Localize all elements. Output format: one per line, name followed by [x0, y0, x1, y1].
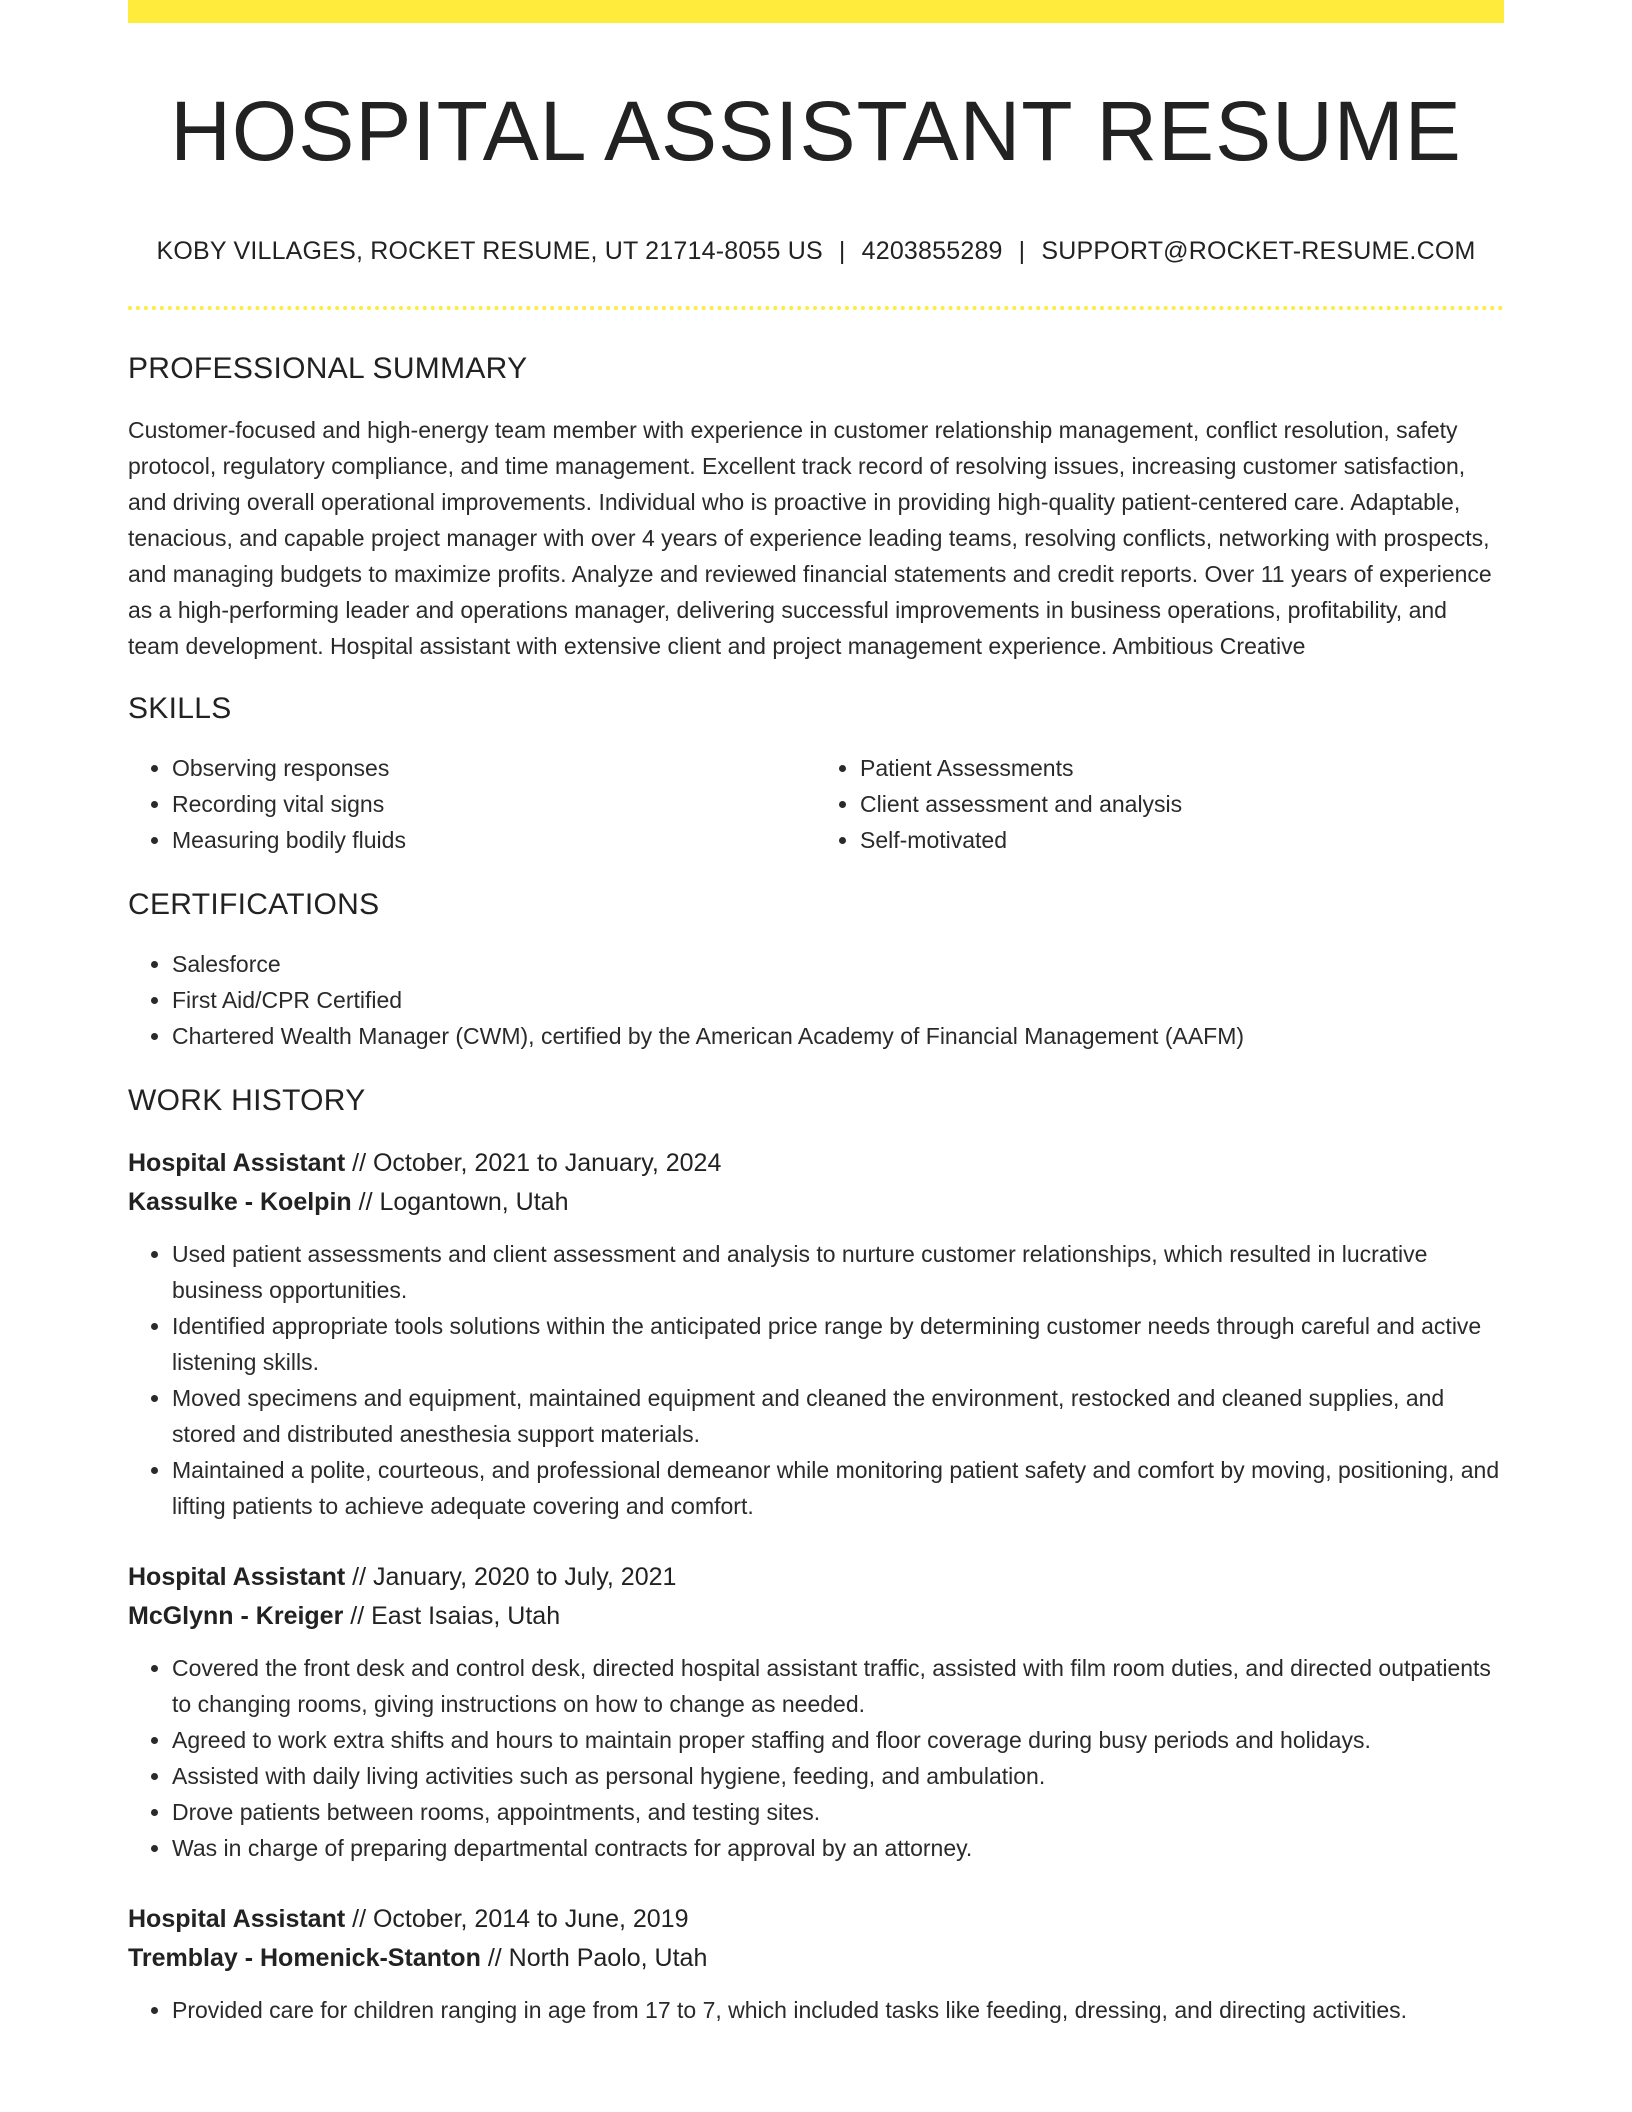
- job-title-line: [128, 1558, 1504, 1597]
- job-title: Hospital Assistant: [128, 1149, 346, 1178]
- accent-top-bar: [128, 0, 1504, 23]
- job-bullet: • Covered the front desk and control desk, directed hospital assistant traffic, assisted with film room duties, and directed outpatients to changing rooms, giving instructions on how to change as needed.: [172, 1650, 1504, 1722]
- job-dates: // January, 2020 to July, 2021: [352, 1563, 677, 1592]
- job-bullet: • Assisted with daily living activities such as personal hygiene, feeding, and ambulation.: [172, 1758, 1504, 1794]
- job-bullet: • Drove patients between rooms, appointments, and testing sites.: [172, 1794, 1504, 1830]
- job-dates: // October, 2014 to June, 2019: [352, 1905, 689, 1934]
- certification-item: • Chartered Wealth Manager (CWM), certified by the American Academy of Financial Management (AAFM): [172, 1018, 1504, 1054]
- job-dates: // October, 2021 to January, 2024: [352, 1149, 722, 1178]
- job-bullet: • Provided care for children ranging in age from 17 to 7, which included tasks like feeding, dressing, and directing activities.: [172, 1992, 1504, 2028]
- skill-item: • Recording vital signs: [172, 786, 816, 822]
- work-history-heading: WORK HISTORY: [128, 1084, 366, 1118]
- job-title-line: [128, 1900, 1504, 1939]
- skills-column-left: [128, 750, 816, 858]
- job-title: Hospital Assistant: [128, 1563, 346, 1592]
- job-company-line: [128, 1183, 1504, 1222]
- contact-address: KOBY VILLAGES, ROCKET RESUME, UT 21714-8055 US: [156, 237, 823, 266]
- summary-heading: PROFESSIONAL SUMMARY: [128, 352, 528, 386]
- skill-item: • Patient Assessments: [860, 750, 1504, 786]
- certification-item: • Salesforce: [172, 946, 1504, 982]
- certifications-list: [128, 946, 1504, 1054]
- job-company: Kassulke - Koelpin: [128, 1188, 352, 1217]
- job-title: Hospital Assistant: [128, 1905, 346, 1934]
- job-entry: [128, 1144, 1504, 1524]
- job-bullet: • Maintained a polite, courteous, and professional demeanor while monitoring patient safety and comfort by moving, positioning, and lifting patients to achieve adequate covering and comfort.: [172, 1452, 1504, 1524]
- skill-item: • Client assessment and analysis: [860, 786, 1504, 822]
- job-bullet: • Agreed to work extra shifts and hours to maintain proper staffing and floor coverage during busy periods and holidays.: [172, 1722, 1504, 1758]
- job-bullet: • Identified appropriate tools solutions within the anticipated price range by determining customer needs through careful and active listening skills.: [172, 1308, 1504, 1380]
- job-bullet: • Used patient assessments and client assessment and analysis to nurture customer relationships, which resulted in lucrative business opportunities.: [172, 1236, 1504, 1308]
- job-entry: [128, 1558, 1504, 1866]
- job-location: // East Isaias, Utah: [350, 1602, 561, 1631]
- dotted-divider: [128, 306, 1504, 310]
- job-bullets: [128, 1992, 1504, 2028]
- job-company-line: [128, 1597, 1504, 1636]
- skills-column-right: [816, 750, 1504, 858]
- skills-heading: SKILLS: [128, 692, 232, 726]
- job-entry: [128, 1900, 1504, 2028]
- contact-phone: 4203855289: [861, 237, 1003, 266]
- contact-email: SUPPORT@ROCKET-RESUME.COM: [1041, 237, 1476, 266]
- job-bullet: • Was in charge of preparing departmental contracts for approval by an attorney.: [172, 1830, 1504, 1866]
- job-company-line: [128, 1939, 1504, 1978]
- skill-item: • Measuring bodily fluids: [172, 822, 816, 858]
- contact-separator: |: [838, 237, 846, 266]
- contact-separator: |: [1018, 237, 1026, 266]
- resume-page: [128, 0, 1504, 2028]
- summary-text: Customer-focused and high-energy team member with experience in customer relationship management, conflict resolution, safety protocol, regulatory compliance, and time management. Excellent track record of resolving issues, increasing customer satisfaction, and driving overall operational improvements. Individual who is proactive in providing high-quality patient-centered care. Adaptable, tenacious, and capable project manager with over 4 years of experience leading teams, resolving conflicts, networking with prospects, and managing budgets to maximize profits. Analyze and reviewed financial statements and credit reports. Over 11 years of experience as a high-performing leader and operations manager, delivering successful improvements in business operations, profitability, and team development. Hospital assistant with extensive client and project management experience. Ambitious Creative: [128, 417, 1492, 660]
- job-title-line: [128, 1144, 1504, 1183]
- job-location: // Logantown, Utah: [358, 1188, 569, 1217]
- skill-item: • Observing responses: [172, 750, 816, 786]
- certification-item: • First Aid/CPR Certified: [172, 982, 1504, 1018]
- skill-item: • Self-motivated: [860, 822, 1504, 858]
- certifications-heading: CERTIFICATIONS: [128, 888, 380, 922]
- job-location: // North Paolo, Utah: [487, 1944, 708, 1973]
- job-company: McGlynn - Kreiger: [128, 1602, 344, 1631]
- contact-line: [128, 237, 1504, 266]
- job-bullets: [128, 1650, 1504, 1866]
- job-company: Tremblay - Homenick-Stanton: [128, 1944, 481, 1973]
- skills-list: [128, 750, 1504, 858]
- resume-title: HOSPITAL ASSISTANT RESUME: [170, 84, 1462, 178]
- job-bullets: [128, 1236, 1504, 1524]
- job-bullet: • Moved specimens and equipment, maintained equipment and cleaned the environment, restocked and cleaned supplies, and stored and distributed anesthesia support materials.: [172, 1380, 1504, 1452]
